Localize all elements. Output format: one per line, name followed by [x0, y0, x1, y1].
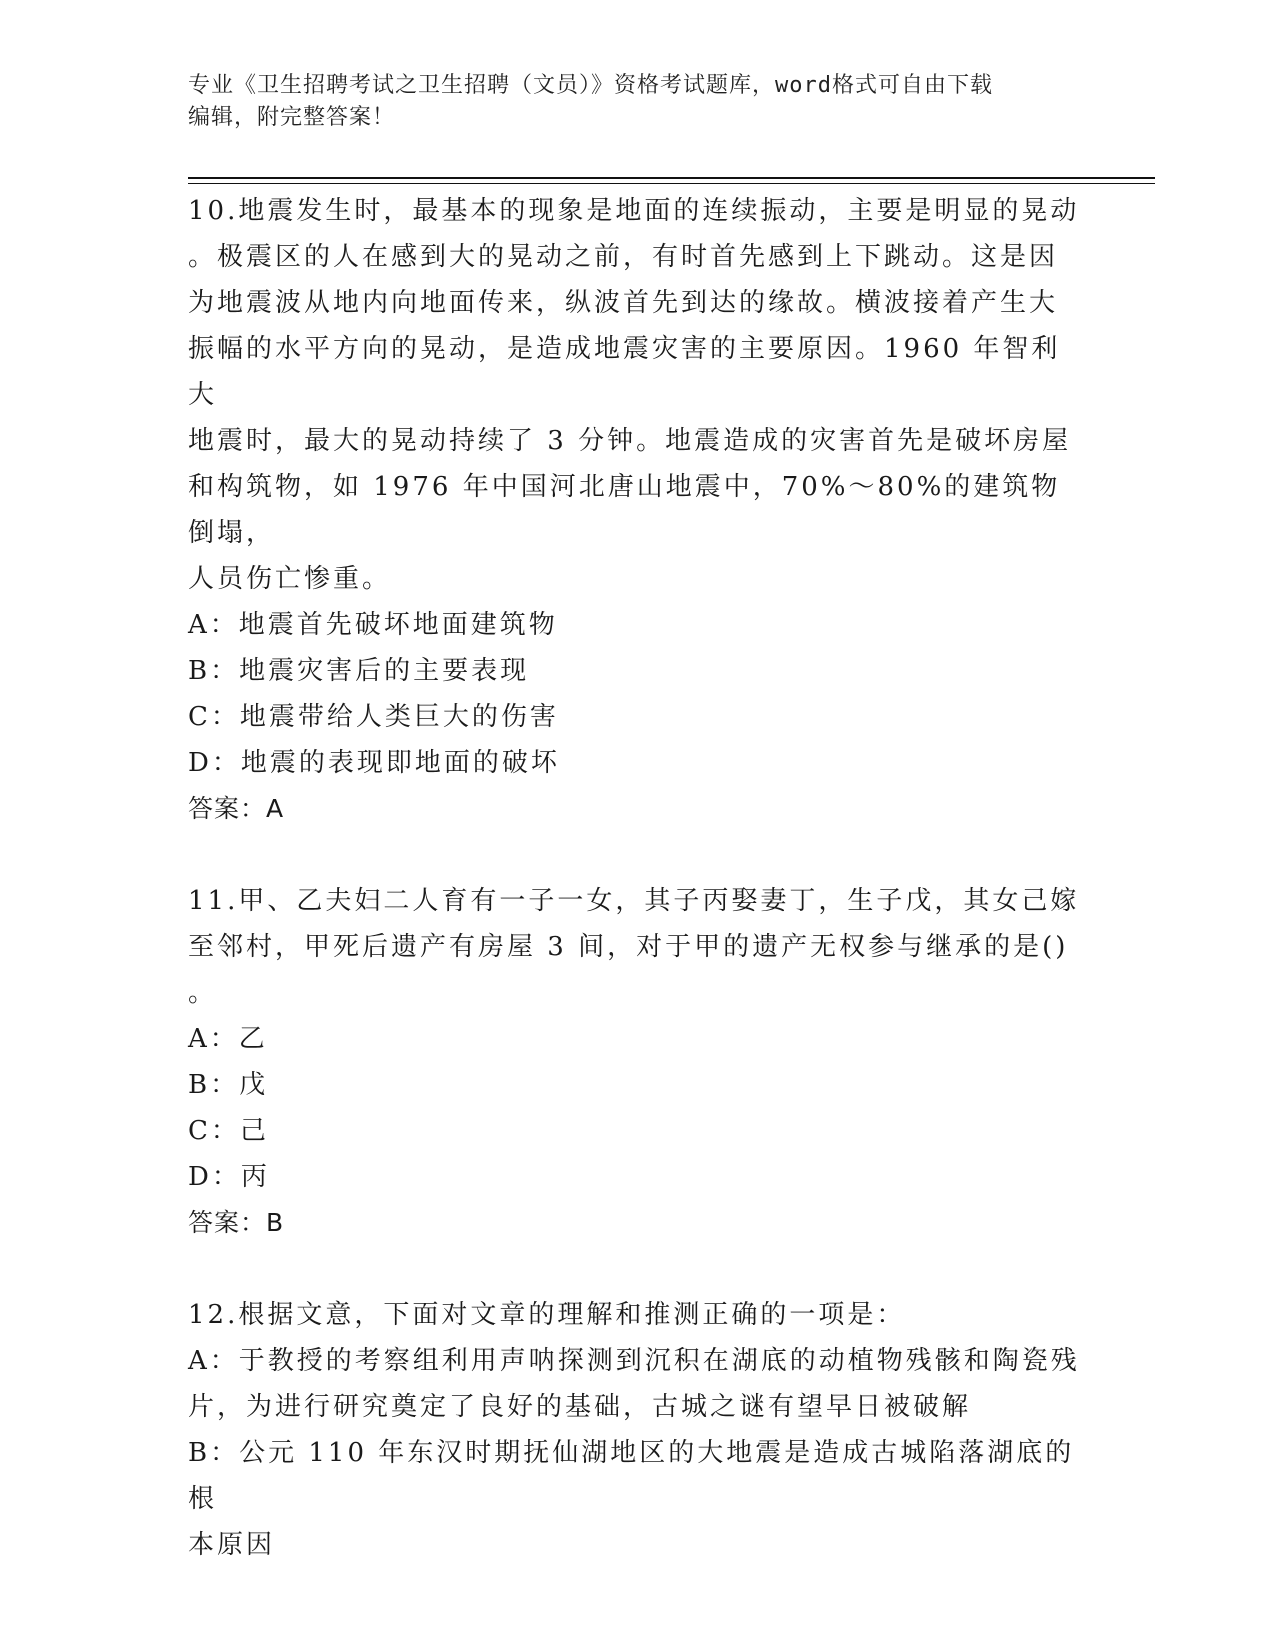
question-stem-line: 和构筑物，如 1976 年中国河北唐山地震中，70%～80%的建筑物倒塌，: [188, 472, 1061, 548]
option-b-continued: 本原因: [188, 1530, 276, 1560]
question-stem-line: 为地震波从地内向地面传来，纵波首先到达的缘故。横波接着产生大: [188, 288, 1059, 318]
document-header: [188, 70, 1088, 134]
question-stem-line: 。极震区的人在感到大的晃动之前，有时首先感到上下跳动。这是因: [188, 242, 1059, 272]
header-line-1: 专业《卫生招聘考试之卫生招聘（文员）》资格考试题库，word格式可自由下载: [188, 73, 993, 98]
option-b: B：地震灾害后的主要表现: [188, 656, 530, 686]
option-c: C：地震带给人类巨大的伤害: [188, 702, 559, 732]
question-stem-line: 11.甲、乙夫妇二人育有一子一女，其子丙娶妻丁，生子戊，其女己嫁: [188, 886, 1080, 916]
answer-label: 答案：A: [188, 794, 285, 823]
answer-label: 答案：B: [188, 1208, 285, 1237]
question-12: [188, 1292, 1088, 1568]
question-11: [188, 878, 1088, 1246]
option-a: A：于教授的考察组利用声呐探测到沉积在湖底的动植物残骸和陶瓷残: [188, 1346, 1080, 1376]
header-divider-thick: [188, 177, 1155, 179]
question-stem-line: 。: [188, 978, 218, 1008]
question-stem-line: 10.地震发生时，最基本的现象是地面的连续振动，主要是明显的晃动: [188, 196, 1080, 226]
option-d: D：丙: [188, 1162, 270, 1192]
question-stem-line: 人员伤亡惨重。: [188, 564, 392, 594]
question-stem-line: 至邻村，甲死后遗产有房屋 3 间，对于甲的遗产无权参与继承的是(): [188, 932, 1069, 962]
option-c: C：己: [188, 1116, 269, 1146]
header-line-2: 编辑，附完整答案！: [188, 105, 396, 130]
option-b: B：戊: [188, 1070, 269, 1100]
question-10: [188, 188, 1088, 832]
option-b: B：公元 110 年东汉时期抚仙湖地区的大地震是造成古城陷落湖底的根: [188, 1438, 1075, 1514]
question-spacer: [188, 1246, 1088, 1292]
question-stem-line: 振幅的水平方向的晃动，是造成地震灾害的主要原因。1960 年智利大: [188, 334, 1061, 410]
question-stem-line: 12.根据文意，下面对文章的理解和推测正确的一项是：: [188, 1300, 906, 1330]
question-list: [188, 188, 1088, 1568]
question-stem-line: 地震时，最大的晃动持续了 3 分钟。地震造成的灾害首先是破坏房屋: [188, 426, 1072, 456]
option-a-continued: 片，为进行研究奠定了良好的基础，古城之谜有望早日被破解: [188, 1392, 972, 1422]
option-d: D：地震的表现即地面的破坏: [188, 748, 560, 778]
option-a: A：地震首先破坏地面建筑物: [188, 610, 558, 640]
question-spacer: [188, 832, 1088, 878]
option-a: A：乙: [188, 1024, 268, 1054]
header-divider-thin: [188, 183, 1155, 184]
